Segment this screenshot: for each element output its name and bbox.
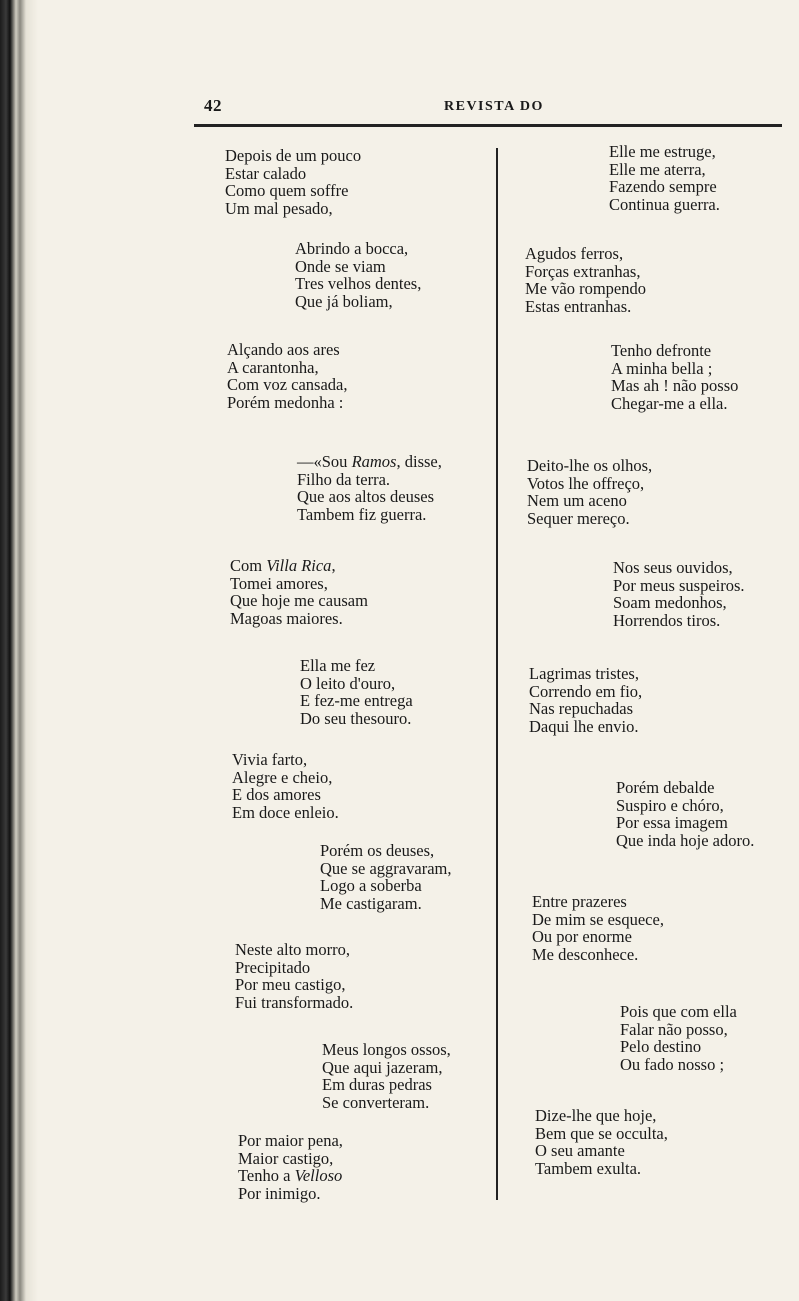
- verse-line: O seu amante: [535, 1141, 625, 1160]
- header-rule: [194, 124, 782, 127]
- verse-line: Falar não posso,: [620, 1019, 728, 1039]
- right-stanza-1: [609, 143, 720, 213]
- verse-line: Meus longos ossos,: [322, 1040, 451, 1059]
- left-stanza-2: [295, 240, 421, 310]
- right-stanza-4: [527, 457, 652, 527]
- verse-line: Estas entranhas.: [525, 296, 632, 316]
- verse-line: Nem um aceno: [527, 491, 627, 510]
- verse-line: Porém medonha :: [227, 392, 344, 412]
- verse-line: Ou fado nosso ;: [620, 1054, 725, 1074]
- verse-line: Precipitado: [235, 957, 311, 977]
- verse-line: Vivia farto,: [232, 750, 308, 769]
- verse-line: Tenho a Velloso: [238, 1166, 343, 1185]
- verse-line: E fez-me entrega: [300, 691, 413, 710]
- verse-line: Deito-lhe os olhos,: [527, 456, 653, 475]
- left-stanza-7: [232, 751, 339, 821]
- verse-line: O leito d'ouro,: [300, 673, 396, 693]
- left-stanza-3: [227, 341, 348, 411]
- verse-line: Logo a soberba: [320, 876, 422, 895]
- book-spine-edge: [0, 0, 38, 1301]
- left-stanza-4: [297, 453, 442, 523]
- verse-line: Por essa imagem: [616, 813, 728, 832]
- left-stanza-11: [238, 1132, 343, 1202]
- verse-line: Continua guerra.: [609, 194, 720, 214]
- verse-line: Horrendos tiros.: [613, 610, 721, 630]
- verse-line: —«Sou Ramos, disse,: [297, 452, 442, 471]
- verse-line: E dos amores: [232, 785, 321, 804]
- verse-line: Em duras pedras: [322, 1075, 432, 1094]
- verse-line: Abrindo a bocca,: [295, 239, 409, 258]
- verse-line: Magoas maiores.: [230, 608, 343, 628]
- italic-word: Villa Rica: [266, 556, 332, 575]
- page-number: 42: [204, 96, 222, 115]
- verse-line: A carantonha,: [227, 357, 319, 377]
- verse-line: Porém os deuses,: [320, 841, 435, 860]
- verse-line: Me desconhece.: [532, 944, 639, 964]
- verse-line: Suspiro e chóro,: [616, 795, 724, 815]
- verse-line: Que inda hoje adoro.: [616, 830, 755, 850]
- verse-line: Que aos altos deuses: [297, 487, 435, 506]
- verse-line: Ou por enorme: [532, 927, 632, 946]
- verse-line: Nos seus ouvidos,: [613, 558, 733, 577]
- verse-line: Chegar-me a ella.: [611, 393, 728, 413]
- verse-line: Que já boliam,: [295, 291, 393, 311]
- verse-line: Depois de um pouco: [225, 146, 362, 165]
- verse-line: Pois que com ella: [620, 1002, 737, 1021]
- right-stanza-3: [611, 342, 738, 412]
- verse-line: Lagrimas tristes,: [529, 664, 639, 683]
- verse-line: Filho da terra.: [297, 469, 391, 489]
- verse-line: Sequer mereço.: [527, 508, 630, 528]
- verse-line: Como quem soffre: [225, 181, 349, 200]
- verse-line: Correndo em fio,: [529, 681, 643, 701]
- verse-line: Nas repuchadas: [529, 699, 633, 718]
- verse-line: Por meu castigo,: [235, 975, 346, 994]
- verse-line: Fazendo sempre: [609, 177, 717, 196]
- verse-line: Com voz cansada,: [227, 375, 348, 394]
- verse-line: Alçando aos ares: [227, 340, 340, 359]
- verse-line: Bem que se occulta,: [535, 1123, 668, 1143]
- verse-line: Que hoje me causam: [230, 591, 368, 610]
- left-stanza-1: [225, 147, 361, 217]
- verse-line: Por inimigo.: [238, 1183, 321, 1203]
- verse-line: De mim se esquece,: [532, 909, 664, 929]
- verse-line: Tambem fiz guerra.: [297, 504, 427, 524]
- verse-line: Tambem exulta.: [535, 1158, 642, 1178]
- verse-line: Me vão rompendo: [525, 279, 646, 298]
- verse-line: Estar calado: [225, 163, 307, 183]
- column-divider: [496, 148, 498, 1200]
- left-stanza-6: [300, 657, 413, 727]
- verse-line: Mas ah ! não posso: [611, 376, 739, 395]
- verse-line: Agudos ferros,: [525, 244, 624, 263]
- verse-line: Em doce enleio.: [232, 802, 339, 822]
- left-stanza-10: [322, 1041, 451, 1111]
- verse-line: Por maior pena,: [238, 1131, 343, 1150]
- verse-line: Tres velhos dentes,: [295, 274, 422, 293]
- running-title: REVISTA DO: [444, 99, 544, 114]
- verse-line: Elle me estruge,: [609, 142, 716, 161]
- verse-line: Entre prazeres: [532, 892, 627, 911]
- italic-word: Ramos: [351, 452, 397, 471]
- verse-line: Que se aggravaram,: [320, 858, 452, 878]
- right-stanza-5: [613, 559, 745, 629]
- verse-line: Elle me aterra,: [609, 159, 706, 179]
- verse-line: Se converteram.: [322, 1092, 430, 1112]
- verse-line: Fui transformado.: [235, 992, 354, 1012]
- verse-line: Do seu thesouro.: [300, 708, 412, 728]
- verse-line: Onde se viam: [295, 256, 386, 276]
- right-stanza-6: [529, 665, 642, 735]
- verse-line: Tenho defronte: [611, 341, 712, 360]
- verse-line: Tomei amores,: [230, 573, 328, 593]
- verse-line: A minha bella ;: [611, 358, 713, 378]
- verse-line: Com Villa Rica,: [230, 556, 336, 575]
- verse-line: Um mal pesado,: [225, 198, 333, 218]
- right-stanza-9: [620, 1003, 737, 1073]
- verse-line: Dize-lhe que hoje,: [535, 1106, 657, 1125]
- left-stanza-5: [230, 557, 368, 627]
- verse-line: Alegre e cheio,: [232, 767, 333, 787]
- right-stanza-7: [616, 779, 754, 849]
- left-stanza-8: [320, 842, 451, 912]
- right-stanza-10: [535, 1107, 668, 1177]
- verse-line: Me castigaram.: [320, 893, 422, 913]
- right-stanza-8: [532, 893, 664, 963]
- verse-line: Por meus suspeiros.: [613, 575, 745, 595]
- verse-line: Soam medonhos,: [613, 593, 727, 612]
- verse-line: Maior castigo,: [238, 1148, 334, 1168]
- verse-line: Neste alto morro,: [235, 940, 351, 959]
- right-stanza-2: [525, 245, 646, 315]
- verse-line: Daqui lhe envio.: [529, 716, 639, 736]
- left-stanza-9: [235, 941, 353, 1011]
- verse-line: Pelo destino: [620, 1037, 702, 1056]
- verse-line: Ella me fez: [300, 656, 376, 675]
- verse-line: Forças extranhas,: [525, 261, 641, 281]
- verse-line: Que aqui jazeram,: [322, 1057, 443, 1077]
- italic-word: Velloso: [294, 1166, 343, 1185]
- verse-line: Porém debalde: [616, 778, 715, 797]
- verse-line: Votos lhe offreço,: [527, 473, 645, 493]
